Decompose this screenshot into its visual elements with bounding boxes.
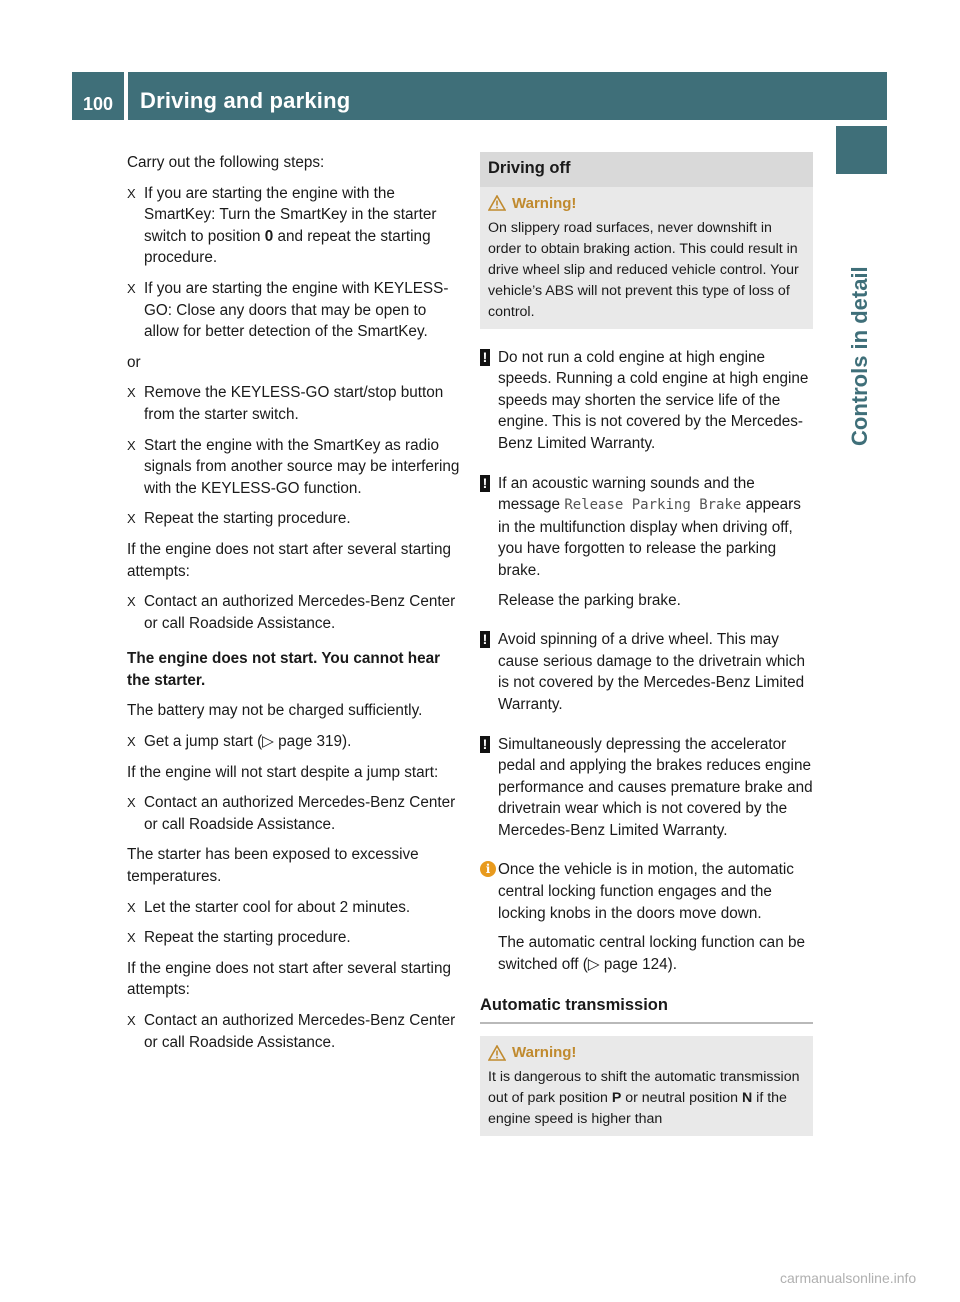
arrow-icon: X bbox=[127, 594, 136, 610]
warning-triangle-icon bbox=[488, 195, 506, 211]
step-item: X Contact an authorized Mercedes-Benz Center or call Roadside Assistance. bbox=[127, 593, 456, 632]
step-item: X Let the starter cool for about 2 minutes. bbox=[127, 897, 462, 919]
step-item: X Get a jump start (▷ page 319). bbox=[127, 731, 462, 753]
paragraph: If the engine will not start despite a jump start: bbox=[127, 763, 439, 781]
step-item: X Repeat the starting procedure. bbox=[127, 927, 462, 949]
arrow-icon: X bbox=[127, 1013, 136, 1028]
step-item: X Contact an authorized Mercedes-Benz Center or call Roadside Assistance. bbox=[127, 1012, 456, 1051]
paragraph: or bbox=[127, 353, 141, 371]
paragraph: The starter has been exposed to excessive temperatures. bbox=[127, 846, 419, 886]
warning-text: On slippery road surfaces, never downshift in order to obtain braking action. This could result in drive wheel slip and reduced vehicle control. Your vehicle’s ABS will not prevent this type of loss of control. bbox=[488, 219, 799, 320]
arrow-icon: X bbox=[127, 385, 136, 401]
right-column bbox=[480, 152, 813, 1154]
exclamation-icon: ! bbox=[480, 349, 490, 366]
warning-title: Warning! bbox=[512, 194, 577, 212]
paragraph: If the engine does not start after several starting attempts: bbox=[127, 540, 451, 580]
info-note: i Once the vehicle is in motion, the automatic central locking function engages and the locking knobs in the doors move down. bbox=[480, 859, 813, 924]
warning-text: It is dangerous to shift the automatic transmission out of park position P or neutral position N if the engine speed is higher than bbox=[488, 1069, 800, 1128]
watermark: carmanualsonline.info bbox=[780, 1270, 917, 1286]
subheading: The engine does not start. You cannot hear the starter. bbox=[127, 650, 441, 689]
caution-note: ! Simultaneously depressing the accelerator pedal and applying the brakes reduces engine performance and causes premature brake and drivetrain wear which is not covered by the Mercedes-Benz Limited Warranty. bbox=[480, 734, 813, 842]
section-heading: Driving off bbox=[480, 152, 813, 187]
caution-note: ! If an acoustic warning sounds and the message Release Parking Brake appears in the multifunction display when driving off, you have forgotten to release the parking brake. bbox=[480, 473, 813, 582]
step-item: X Repeat the starting procedure. bbox=[127, 508, 462, 530]
paragraph: Carry out the following steps: bbox=[127, 154, 325, 171]
warning-title: Warning! bbox=[512, 1044, 577, 1062]
info-note-cont: The automatic central locking function can be switched off (▷ page 124). bbox=[498, 934, 805, 973]
section-subheading: Automatic transmission bbox=[480, 995, 813, 1024]
arrow-icon: X bbox=[127, 734, 136, 750]
page-title: Driving and parking bbox=[128, 72, 887, 120]
arrow-icon: X bbox=[127, 899, 136, 915]
exclamation-icon: ! bbox=[480, 736, 490, 753]
caution-note: ! Do not run a cold engine at high engine speeds. Running a cold engine at high engine speeds may shorten the service life of the engine. This is not covered by the Mercedes-Benz Limited Warranty. bbox=[480, 347, 813, 455]
step-item: X If you are starting the engine with the SmartKey: Turn the SmartKey in the starter switch to position 0 and repeat the starting procedure. bbox=[127, 184, 437, 267]
step-item: X Start the engine with the SmartKey as radio signals from another source may be interfering with the KEYLESS-GO function. bbox=[127, 436, 460, 497]
arrow-icon: X bbox=[127, 185, 136, 201]
warning-box bbox=[480, 1036, 813, 1136]
side-tab-block bbox=[836, 126, 887, 174]
arrow-icon: X bbox=[127, 795, 136, 811]
exclamation-icon: ! bbox=[480, 475, 490, 492]
page-number: 100 bbox=[72, 72, 124, 120]
arrow-icon: X bbox=[127, 437, 136, 453]
side-section-label: Controls in detail bbox=[847, 266, 872, 446]
caution-note: ! Avoid spinning of a drive wheel. This may cause serious damage to the drivetrain which is not covered by the Mercedes-Benz Limited Warranty. bbox=[480, 629, 813, 715]
exclamation-icon: ! bbox=[480, 631, 490, 648]
caution-note-cont: Release the parking brake. bbox=[498, 591, 681, 609]
step-item: X If you are starting the engine with KEYLESS-GO: Close any doors that may be open to allow for better detection of the SmartKey. bbox=[127, 279, 449, 341]
warning-triangle-icon bbox=[488, 1045, 506, 1061]
step-item: X Contact an authorized Mercedes-Benz Center or call Roadside Assistance. bbox=[127, 794, 456, 833]
left-column bbox=[127, 152, 462, 1062]
arrow-icon: X bbox=[127, 930, 136, 946]
display-message: Release Parking Brake bbox=[564, 497, 742, 514]
info-icon: i bbox=[480, 861, 496, 877]
arrow-icon: X bbox=[127, 511, 136, 527]
paragraph: The battery may not be charged sufficiently. bbox=[127, 702, 423, 720]
step-item: X Remove the KEYLESS-GO start/stop button from the starter switch. bbox=[127, 384, 444, 423]
arrow-icon: X bbox=[127, 280, 136, 296]
warning-box bbox=[480, 187, 813, 329]
paragraph: If the engine does not start after several starting attempts: bbox=[127, 959, 451, 999]
